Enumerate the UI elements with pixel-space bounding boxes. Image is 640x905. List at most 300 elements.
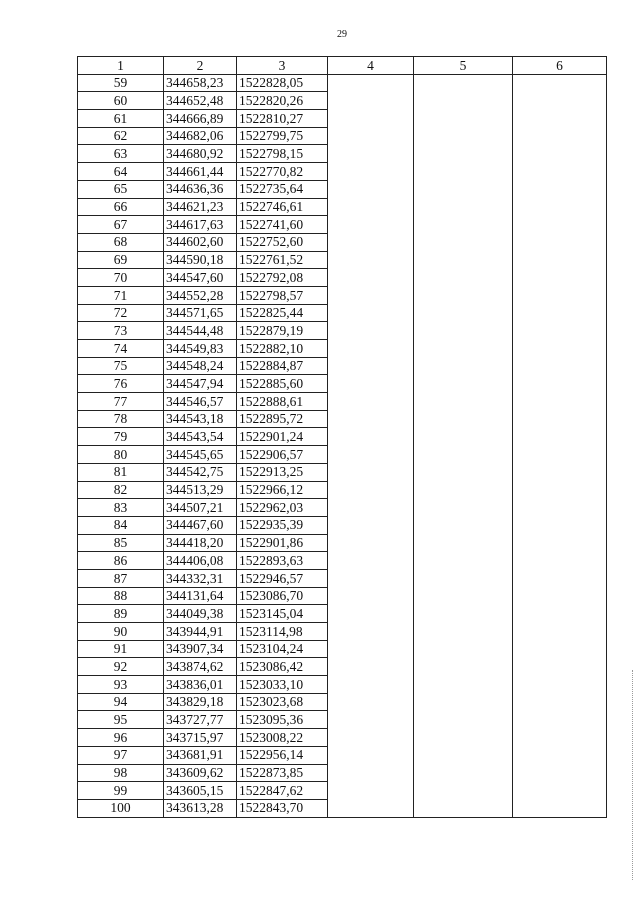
x-coordinate-cell: 344547,60 xyxy=(164,269,237,287)
empty-cell-col-4 xyxy=(328,446,414,464)
table-body xyxy=(78,74,607,817)
table-row xyxy=(78,463,607,481)
table-row xyxy=(78,605,607,623)
empty-cell-col-6 xyxy=(513,587,607,605)
table-row xyxy=(78,782,607,800)
y-coordinate-cell: 1522746,61 xyxy=(237,198,328,216)
point-number-cell: 59 xyxy=(78,74,164,92)
x-coordinate-cell: 344049,38 xyxy=(164,605,237,623)
empty-cell-col-5 xyxy=(414,799,513,817)
x-coordinate-cell: 344507,21 xyxy=(164,499,237,517)
empty-cell-col-5 xyxy=(414,74,513,92)
point-number-cell: 96 xyxy=(78,729,164,747)
y-coordinate-cell: 1522825,44 xyxy=(237,304,328,322)
x-coordinate-cell: 344617,63 xyxy=(164,216,237,234)
table-row xyxy=(78,623,607,641)
y-coordinate-cell: 1522956,14 xyxy=(237,746,328,764)
x-coordinate-cell: 344542,75 xyxy=(164,463,237,481)
x-coordinate-cell: 344547,94 xyxy=(164,375,237,393)
table-row xyxy=(78,375,607,393)
x-coordinate-cell: 344418,20 xyxy=(164,534,237,552)
point-number-cell: 77 xyxy=(78,393,164,411)
table-row xyxy=(78,499,607,517)
x-coordinate-cell: 344682,06 xyxy=(164,127,237,145)
table-row xyxy=(78,92,607,110)
y-coordinate-cell: 1522935,39 xyxy=(237,516,328,534)
point-number-cell: 69 xyxy=(78,251,164,269)
x-coordinate-cell: 343874,62 xyxy=(164,658,237,676)
empty-cell-col-6 xyxy=(513,127,607,145)
y-coordinate-cell: 1522843,70 xyxy=(237,799,328,817)
empty-cell-col-4 xyxy=(328,92,414,110)
empty-cell-col-6 xyxy=(513,145,607,163)
empty-cell-col-5 xyxy=(414,463,513,481)
x-coordinate-cell: 344680,92 xyxy=(164,145,237,163)
table-row xyxy=(78,640,607,658)
x-coordinate-cell: 343715,97 xyxy=(164,729,237,747)
point-number-cell: 82 xyxy=(78,481,164,499)
x-coordinate-cell: 344467,60 xyxy=(164,516,237,534)
empty-cell-col-6 xyxy=(513,304,607,322)
point-number-cell: 60 xyxy=(78,92,164,110)
point-number-cell: 85 xyxy=(78,534,164,552)
y-coordinate-cell: 1522913,25 xyxy=(237,463,328,481)
table-row xyxy=(78,587,607,605)
x-coordinate-cell: 344548,24 xyxy=(164,357,237,375)
x-coordinate-cell: 344636,36 xyxy=(164,180,237,198)
empty-cell-col-6 xyxy=(513,216,607,234)
table-row xyxy=(78,711,607,729)
y-coordinate-cell: 1522966,12 xyxy=(237,481,328,499)
empty-cell-col-4 xyxy=(328,569,414,587)
table-row xyxy=(78,127,607,145)
empty-cell-col-4 xyxy=(328,481,414,499)
empty-cell-col-6 xyxy=(513,569,607,587)
table-row xyxy=(78,357,607,375)
column-header-5: 5 xyxy=(414,57,513,75)
empty-cell-col-6 xyxy=(513,357,607,375)
empty-cell-col-5 xyxy=(414,233,513,251)
empty-cell-col-5 xyxy=(414,693,513,711)
y-coordinate-cell: 1522828,05 xyxy=(237,74,328,92)
table-row xyxy=(78,428,607,446)
point-number-cell: 86 xyxy=(78,552,164,570)
empty-cell-col-6 xyxy=(513,375,607,393)
empty-cell-col-4 xyxy=(328,375,414,393)
x-coordinate-cell: 344590,18 xyxy=(164,251,237,269)
y-coordinate-cell: 1522906,57 xyxy=(237,446,328,464)
coordinates-table xyxy=(77,56,607,818)
empty-cell-col-4 xyxy=(328,340,414,358)
table-row xyxy=(78,569,607,587)
empty-cell-col-6 xyxy=(513,410,607,428)
empty-cell-col-6 xyxy=(513,764,607,782)
empty-cell-col-6 xyxy=(513,92,607,110)
empty-cell-col-4 xyxy=(328,198,414,216)
x-coordinate-cell: 344552,28 xyxy=(164,286,237,304)
empty-cell-col-5 xyxy=(414,92,513,110)
y-coordinate-cell: 1522893,63 xyxy=(237,552,328,570)
empty-cell-col-6 xyxy=(513,799,607,817)
point-number-cell: 63 xyxy=(78,145,164,163)
empty-cell-col-4 xyxy=(328,534,414,552)
empty-cell-col-5 xyxy=(414,729,513,747)
point-number-cell: 64 xyxy=(78,163,164,181)
table-row xyxy=(78,516,607,534)
point-number-cell: 100 xyxy=(78,799,164,817)
point-number-cell: 94 xyxy=(78,693,164,711)
y-coordinate-cell: 1523114,98 xyxy=(237,623,328,641)
point-number-cell: 75 xyxy=(78,357,164,375)
empty-cell-col-4 xyxy=(328,322,414,340)
empty-cell-col-6 xyxy=(513,198,607,216)
point-number-cell: 78 xyxy=(78,410,164,428)
point-number-cell: 84 xyxy=(78,516,164,534)
y-coordinate-cell: 1522741,60 xyxy=(237,216,328,234)
point-number-cell: 62 xyxy=(78,127,164,145)
empty-cell-col-5 xyxy=(414,322,513,340)
y-coordinate-cell: 1522882,10 xyxy=(237,340,328,358)
point-number-cell: 87 xyxy=(78,569,164,587)
empty-cell-col-4 xyxy=(328,623,414,641)
point-number-cell: 61 xyxy=(78,110,164,128)
empty-cell-col-4 xyxy=(328,74,414,92)
empty-cell-col-6 xyxy=(513,782,607,800)
table-row xyxy=(78,251,607,269)
point-number-cell: 71 xyxy=(78,286,164,304)
empty-cell-col-4 xyxy=(328,286,414,304)
y-coordinate-cell: 1522901,24 xyxy=(237,428,328,446)
point-number-cell: 67 xyxy=(78,216,164,234)
empty-cell-col-4 xyxy=(328,799,414,817)
x-coordinate-cell: 344661,44 xyxy=(164,163,237,181)
x-coordinate-cell: 344543,18 xyxy=(164,410,237,428)
table-row xyxy=(78,658,607,676)
point-number-cell: 89 xyxy=(78,605,164,623)
y-coordinate-cell: 1522799,75 xyxy=(237,127,328,145)
empty-cell-col-5 xyxy=(414,623,513,641)
y-coordinate-cell: 1522879,19 xyxy=(237,322,328,340)
empty-cell-col-5 xyxy=(414,446,513,464)
empty-cell-col-4 xyxy=(328,729,414,747)
empty-cell-col-5 xyxy=(414,410,513,428)
table-row xyxy=(78,764,607,782)
empty-cell-col-5 xyxy=(414,746,513,764)
empty-cell-col-5 xyxy=(414,587,513,605)
table-row xyxy=(78,304,607,322)
empty-cell-col-6 xyxy=(513,286,607,304)
table-row xyxy=(78,110,607,128)
column-header-2: 2 xyxy=(164,57,237,75)
empty-cell-col-6 xyxy=(513,446,607,464)
empty-cell-col-4 xyxy=(328,428,414,446)
empty-cell-col-5 xyxy=(414,516,513,534)
empty-cell-col-6 xyxy=(513,623,607,641)
table-row xyxy=(78,410,607,428)
empty-cell-col-6 xyxy=(513,233,607,251)
x-coordinate-cell: 343605,15 xyxy=(164,782,237,800)
empty-cell-col-5 xyxy=(414,145,513,163)
empty-cell-col-4 xyxy=(328,269,414,287)
empty-cell-col-5 xyxy=(414,216,513,234)
x-coordinate-cell: 344621,23 xyxy=(164,198,237,216)
table-row xyxy=(78,145,607,163)
point-number-cell: 93 xyxy=(78,676,164,694)
empty-cell-col-4 xyxy=(328,127,414,145)
point-number-cell: 68 xyxy=(78,233,164,251)
empty-cell-col-4 xyxy=(328,516,414,534)
column-header-6: 6 xyxy=(513,57,607,75)
empty-cell-col-6 xyxy=(513,110,607,128)
x-coordinate-cell: 344652,48 xyxy=(164,92,237,110)
empty-cell-col-5 xyxy=(414,180,513,198)
empty-cell-col-5 xyxy=(414,569,513,587)
x-coordinate-cell: 344513,29 xyxy=(164,481,237,499)
point-number-cell: 74 xyxy=(78,340,164,358)
table-row xyxy=(78,552,607,570)
empty-cell-col-6 xyxy=(513,463,607,481)
empty-cell-col-4 xyxy=(328,711,414,729)
empty-cell-col-5 xyxy=(414,676,513,694)
empty-cell-col-4 xyxy=(328,782,414,800)
point-number-cell: 65 xyxy=(78,180,164,198)
point-number-cell: 70 xyxy=(78,269,164,287)
table-row xyxy=(78,233,607,251)
empty-cell-col-5 xyxy=(414,163,513,181)
table-row xyxy=(78,693,607,711)
empty-cell-col-6 xyxy=(513,658,607,676)
table-row xyxy=(78,393,607,411)
table-row xyxy=(78,729,607,747)
y-coordinate-cell: 1522792,08 xyxy=(237,269,328,287)
point-number-cell: 88 xyxy=(78,587,164,605)
y-coordinate-cell: 1523104,24 xyxy=(237,640,328,658)
empty-cell-col-6 xyxy=(513,499,607,517)
y-coordinate-cell: 1523086,42 xyxy=(237,658,328,676)
empty-cell-col-6 xyxy=(513,676,607,694)
empty-cell-col-5 xyxy=(414,304,513,322)
empty-cell-col-5 xyxy=(414,375,513,393)
y-coordinate-cell: 1522847,62 xyxy=(237,782,328,800)
empty-cell-col-4 xyxy=(328,216,414,234)
y-coordinate-cell: 1522888,61 xyxy=(237,393,328,411)
empty-cell-col-4 xyxy=(328,357,414,375)
column-header-4: 4 xyxy=(328,57,414,75)
point-number-cell: 72 xyxy=(78,304,164,322)
table-row xyxy=(78,340,607,358)
y-coordinate-cell: 1522810,27 xyxy=(237,110,328,128)
empty-cell-col-5 xyxy=(414,534,513,552)
y-coordinate-cell: 1522962,03 xyxy=(237,499,328,517)
x-coordinate-cell: 344549,83 xyxy=(164,340,237,358)
empty-cell-col-4 xyxy=(328,676,414,694)
page-number: 29 xyxy=(337,29,347,40)
x-coordinate-cell: 343609,62 xyxy=(164,764,237,782)
header-row xyxy=(78,57,607,75)
y-coordinate-cell: 1522761,52 xyxy=(237,251,328,269)
empty-cell-col-4 xyxy=(328,605,414,623)
empty-cell-col-5 xyxy=(414,393,513,411)
point-number-cell: 95 xyxy=(78,711,164,729)
empty-cell-col-5 xyxy=(414,357,513,375)
table-row xyxy=(78,322,607,340)
x-coordinate-cell: 344332,31 xyxy=(164,569,237,587)
y-coordinate-cell: 1522752,60 xyxy=(237,233,328,251)
x-coordinate-cell: 344543,54 xyxy=(164,428,237,446)
y-coordinate-cell: 1522901,86 xyxy=(237,534,328,552)
empty-cell-col-4 xyxy=(328,640,414,658)
empty-cell-col-5 xyxy=(414,251,513,269)
y-coordinate-cell: 1522895,72 xyxy=(237,410,328,428)
empty-cell-col-6 xyxy=(513,729,607,747)
table-row xyxy=(78,269,607,287)
table-row xyxy=(78,481,607,499)
empty-cell-col-6 xyxy=(513,605,607,623)
empty-cell-col-5 xyxy=(414,286,513,304)
empty-cell-col-4 xyxy=(328,552,414,570)
table-row xyxy=(78,446,607,464)
empty-cell-col-4 xyxy=(328,764,414,782)
empty-cell-col-4 xyxy=(328,163,414,181)
point-number-cell: 73 xyxy=(78,322,164,340)
empty-cell-col-5 xyxy=(414,552,513,570)
table-row xyxy=(78,534,607,552)
empty-cell-col-6 xyxy=(513,180,607,198)
point-number-cell: 92 xyxy=(78,658,164,676)
y-coordinate-cell: 1523023,68 xyxy=(237,693,328,711)
empty-cell-col-6 xyxy=(513,163,607,181)
scan-edge-mark xyxy=(632,670,634,880)
y-coordinate-cell: 1523086,70 xyxy=(237,587,328,605)
empty-cell-col-6 xyxy=(513,693,607,711)
empty-cell-col-5 xyxy=(414,198,513,216)
y-coordinate-cell: 1523145,04 xyxy=(237,605,328,623)
empty-cell-col-5 xyxy=(414,605,513,623)
y-coordinate-cell: 1523008,22 xyxy=(237,729,328,747)
y-coordinate-cell: 1522820,26 xyxy=(237,92,328,110)
empty-cell-col-5 xyxy=(414,428,513,446)
empty-cell-col-6 xyxy=(513,251,607,269)
empty-cell-col-4 xyxy=(328,693,414,711)
empty-cell-col-5 xyxy=(414,764,513,782)
empty-cell-col-5 xyxy=(414,640,513,658)
table-row xyxy=(78,799,607,817)
y-coordinate-cell: 1522884,87 xyxy=(237,357,328,375)
empty-cell-col-5 xyxy=(414,269,513,287)
empty-cell-col-4 xyxy=(328,499,414,517)
y-coordinate-cell: 1522873,85 xyxy=(237,764,328,782)
y-coordinate-cell: 1523033,10 xyxy=(237,676,328,694)
x-coordinate-cell: 343613,28 xyxy=(164,799,237,817)
empty-cell-col-6 xyxy=(513,322,607,340)
x-coordinate-cell: 343727,77 xyxy=(164,711,237,729)
x-coordinate-cell: 344544,48 xyxy=(164,322,237,340)
empty-cell-col-6 xyxy=(513,534,607,552)
point-number-cell: 98 xyxy=(78,764,164,782)
y-coordinate-cell: 1522798,15 xyxy=(237,145,328,163)
x-coordinate-cell: 344658,23 xyxy=(164,74,237,92)
point-number-cell: 90 xyxy=(78,623,164,641)
column-header-3: 3 xyxy=(237,57,328,75)
table-row xyxy=(78,163,607,181)
y-coordinate-cell: 1522798,57 xyxy=(237,286,328,304)
table-row xyxy=(78,180,607,198)
point-number-cell: 97 xyxy=(78,746,164,764)
empty-cell-col-5 xyxy=(414,110,513,128)
empty-cell-col-5 xyxy=(414,481,513,499)
x-coordinate-cell: 344406,08 xyxy=(164,552,237,570)
table-row xyxy=(78,216,607,234)
point-number-cell: 79 xyxy=(78,428,164,446)
empty-cell-col-5 xyxy=(414,782,513,800)
empty-cell-col-5 xyxy=(414,711,513,729)
x-coordinate-cell: 344666,89 xyxy=(164,110,237,128)
empty-cell-col-4 xyxy=(328,110,414,128)
x-coordinate-cell: 343681,91 xyxy=(164,746,237,764)
y-coordinate-cell: 1522885,60 xyxy=(237,375,328,393)
point-number-cell: 76 xyxy=(78,375,164,393)
empty-cell-col-4 xyxy=(328,304,414,322)
table-header xyxy=(78,57,607,75)
x-coordinate-cell: 344545,65 xyxy=(164,446,237,464)
empty-cell-col-6 xyxy=(513,340,607,358)
empty-cell-col-4 xyxy=(328,180,414,198)
table-row xyxy=(78,676,607,694)
empty-cell-col-5 xyxy=(414,340,513,358)
y-coordinate-cell: 1522735,64 xyxy=(237,180,328,198)
empty-cell-col-5 xyxy=(414,499,513,517)
empty-cell-col-4 xyxy=(328,233,414,251)
empty-cell-col-6 xyxy=(513,640,607,658)
point-number-cell: 83 xyxy=(78,499,164,517)
x-coordinate-cell: 343829,18 xyxy=(164,693,237,711)
x-coordinate-cell: 343836,01 xyxy=(164,676,237,694)
point-number-cell: 66 xyxy=(78,198,164,216)
empty-cell-col-4 xyxy=(328,587,414,605)
x-coordinate-cell: 343944,91 xyxy=(164,623,237,641)
empty-cell-col-6 xyxy=(513,393,607,411)
column-header-1: 1 xyxy=(78,57,164,75)
table-row xyxy=(78,74,607,92)
table-row xyxy=(78,746,607,764)
empty-cell-col-6 xyxy=(513,74,607,92)
y-coordinate-cell: 1523095,36 xyxy=(237,711,328,729)
table-row xyxy=(78,198,607,216)
empty-cell-col-5 xyxy=(414,658,513,676)
point-number-cell: 99 xyxy=(78,782,164,800)
x-coordinate-cell: 344131,64 xyxy=(164,587,237,605)
y-coordinate-cell: 1522770,82 xyxy=(237,163,328,181)
empty-cell-col-6 xyxy=(513,746,607,764)
y-coordinate-cell: 1522946,57 xyxy=(237,569,328,587)
empty-cell-col-4 xyxy=(328,658,414,676)
empty-cell-col-6 xyxy=(513,269,607,287)
x-coordinate-cell: 343907,34 xyxy=(164,640,237,658)
empty-cell-col-6 xyxy=(513,711,607,729)
empty-cell-col-5 xyxy=(414,127,513,145)
empty-cell-col-4 xyxy=(328,251,414,269)
point-number-cell: 81 xyxy=(78,463,164,481)
point-number-cell: 80 xyxy=(78,446,164,464)
empty-cell-col-4 xyxy=(328,145,414,163)
empty-cell-col-4 xyxy=(328,393,414,411)
x-coordinate-cell: 344546,57 xyxy=(164,393,237,411)
empty-cell-col-4 xyxy=(328,463,414,481)
empty-cell-col-6 xyxy=(513,552,607,570)
empty-cell-col-4 xyxy=(328,746,414,764)
empty-cell-col-6 xyxy=(513,481,607,499)
x-coordinate-cell: 344571,65 xyxy=(164,304,237,322)
